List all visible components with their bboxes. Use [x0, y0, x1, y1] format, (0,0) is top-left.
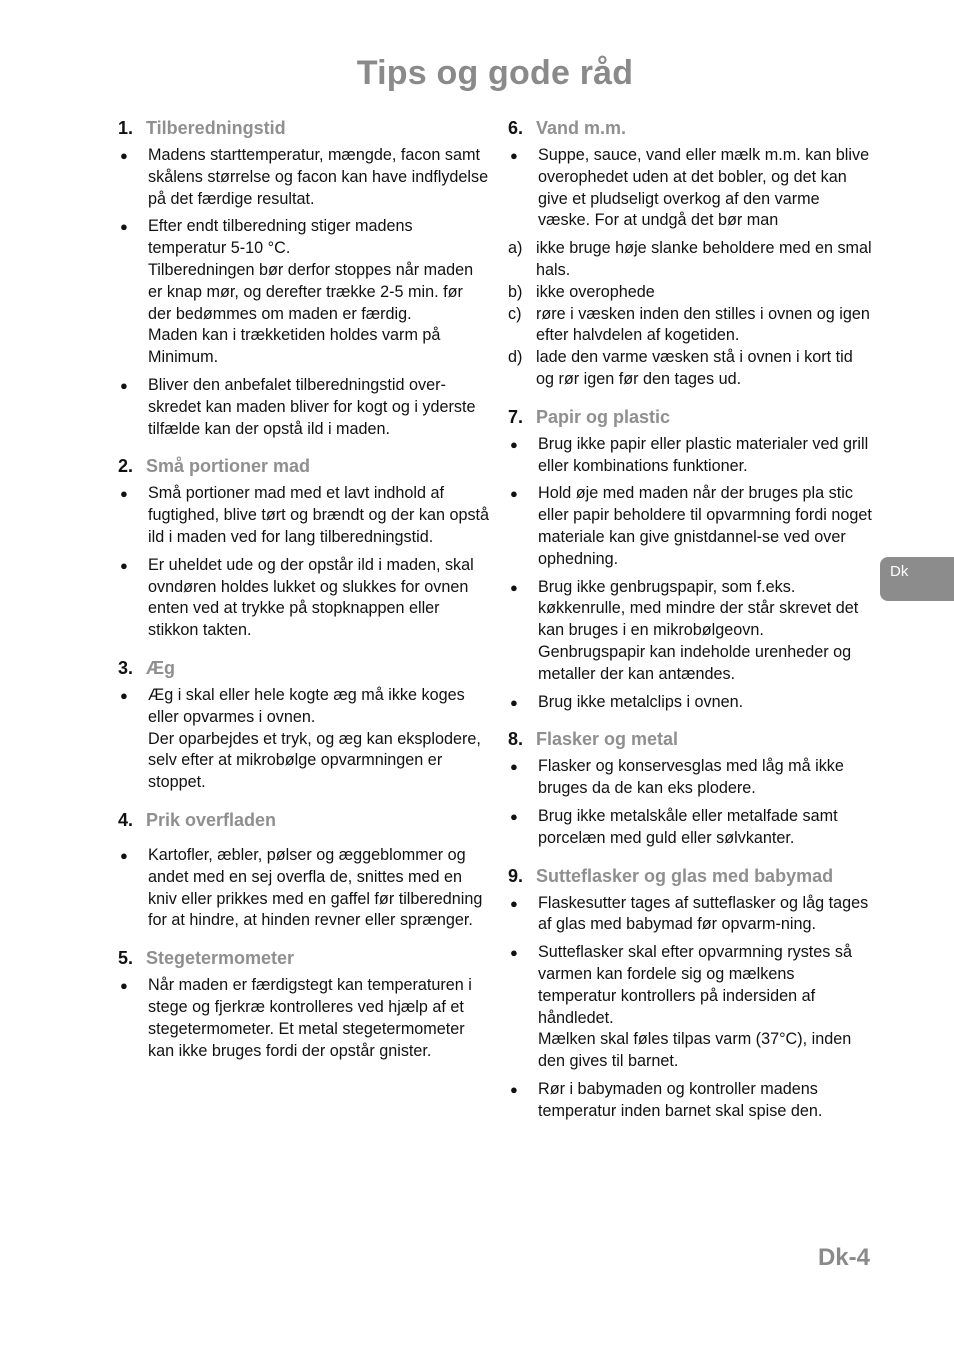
- section-heading: [118, 948, 490, 969]
- sub-item-label: c): [508, 304, 522, 323]
- paragraph: Æg i skal eller hele kogte æg må ikke koges eller opvarmes i ovnen.: [148, 685, 465, 726]
- list-item: [508, 483, 873, 570]
- section-heading: [118, 810, 490, 831]
- section-number: 3.: [118, 657, 134, 678]
- page-title: Tips og gode råd: [356, 54, 634, 92]
- bullet-icon: ●: [120, 557, 128, 573]
- section-heading: [508, 729, 873, 750]
- right-column: [508, 118, 873, 1128]
- section-title: Små portioner mad: [146, 456, 311, 477]
- list-item-text: Er uheldet ude og der opstår ild i maden, skal ovndøren holdes lukket og slukkes for ovnen enten ved at trykke på stopknappen eller stikkon takten.: [148, 555, 474, 640]
- section-heading: [118, 118, 490, 139]
- bullet-icon: ●: [510, 694, 518, 710]
- section-2: [118, 456, 490, 642]
- left-column: [118, 118, 490, 1068]
- section-title: Tilberedningstid: [146, 118, 286, 138]
- list-item-text: [148, 216, 490, 369]
- section-number: 2.: [118, 456, 134, 477]
- bullet-icon: ●: [510, 148, 518, 163]
- list-item-text: Brug ikke metalskåle eller metalfade samt porcelæn med guld eller sølvkanter.: [538, 806, 838, 847]
- language-tab: Dk: [880, 557, 954, 601]
- section-number: 5.: [118, 948, 134, 969]
- list-item: [508, 893, 873, 937]
- sub-item: [508, 304, 873, 348]
- paragraph: Efter endt tilberedning stiger madens temperatur 5-10 °C.: [148, 217, 413, 258]
- paragraph: Mælken skal føles tilpas varm (37°C), inden den gives til barnet.: [538, 1030, 852, 1071]
- paragraph: Tilberedningen bør derfor stoppes når maden er knap mør, og derefter trække 2-5 min. før der bedømmes om maden er færdig.: [148, 260, 474, 323]
- section-7: [508, 407, 873, 714]
- bullet-icon: ●: [510, 945, 518, 961]
- list-item-text: Bliver den anbefalet tilberedningstid over-skredet kan maden bliver for kogt og i yderste tilfælde kan der opstå ild i maden.: [148, 375, 476, 438]
- sub-item-label: b): [508, 282, 523, 301]
- list-item-text: Hold øje med maden når der bruges pla stic eller papir beholdere til opvarmning fordi noget materiale kan give gnistdannel-se ved over ophedning.: [538, 484, 872, 568]
- list-item: [118, 975, 490, 1062]
- section-number: 8.: [508, 729, 524, 750]
- sub-item-label: a): [508, 239, 523, 258]
- list-item: [118, 375, 490, 440]
- section-number: 9.: [508, 865, 524, 886]
- section-number: 7.: [508, 406, 524, 427]
- bullet-icon: ●: [120, 377, 128, 393]
- list-item: [118, 216, 490, 369]
- list-item-text: Brug ikke genbrugspapir, som f.eks. køkkenrulle, med mindre der står skrevet det kan bruges i en mikrobølgeovn. Genbrugspapir kan indeholde urenheder og metaller der kan antændes.: [538, 577, 859, 683]
- sub-item: [508, 347, 873, 391]
- section-title: Prik overfladen: [146, 809, 277, 830]
- bullet-icon: ●: [510, 436, 518, 452]
- paragraph: Maden kan i trækketiden holdes varm på Minimum.: [148, 326, 441, 367]
- list-item: [508, 577, 873, 686]
- section-1: [118, 118, 490, 440]
- list-item: [118, 483, 490, 548]
- sub-item: [508, 238, 873, 282]
- list-item-text: Brug ikke metalclips i ovnen.: [538, 692, 744, 711]
- page-number: Dk-4: [817, 1244, 870, 1271]
- bullet-icon: ●: [120, 148, 128, 163]
- sub-item-text: lade den varme væsken stå i ovnen i kort tid og rør igen før den tages ud.: [536, 348, 853, 388]
- list-item: [508, 942, 873, 1073]
- section-title: Æg: [146, 657, 175, 678]
- list-item: [118, 685, 490, 794]
- list-item-text: Rør i babymaden og kontroller madens temperatur inden barnet skal spise den.: [538, 1079, 823, 1120]
- bullet-icon: ●: [510, 486, 518, 502]
- list-item-text: Flaskesutter tages af sutteflasker og låg tages af glas med babymad før opvarm-ning.: [538, 893, 869, 934]
- section-heading: [508, 866, 873, 887]
- list-item: [508, 806, 873, 850]
- list-item-text: Brug ikke papir eller plastic materialer ved grill eller kombinations funktioner.: [538, 434, 869, 475]
- bullet-icon: ●: [510, 1081, 518, 1097]
- bullet-icon: ●: [510, 579, 518, 595]
- bullet-icon: ●: [120, 486, 128, 502]
- paragraph: Der oparbejdes et tryk, og æg kan eksplodere, selv efter at mikrobølge opvarmningen er stoppet.: [148, 729, 481, 792]
- list-item-text: Madens starttemperatur, mængde, facon samt skålens størrelse og facon kan have indflydelse på det færdige resultat.: [148, 146, 489, 208]
- list-item-text: [538, 942, 873, 1073]
- section-number: 4.: [118, 809, 134, 830]
- sub-item-label: d): [508, 348, 523, 367]
- list-item-text: Når maden er færdigstegt kan temperaturen i stege og fjerkræ kontrolleres ved hjælp af et stegetermometer. Et metal stegetermometer kan ikke bruges fordi der opstår gnister.: [148, 976, 472, 1060]
- bullet-icon: ●: [510, 895, 518, 911]
- list-item: [118, 845, 490, 932]
- section-heading: [118, 456, 490, 477]
- list-item: [118, 145, 490, 210]
- section-number: 6.: [508, 118, 524, 138]
- section-8: [508, 729, 873, 849]
- section-6: [508, 118, 873, 391]
- sub-item-text: røre i væsken inden den stilles i ovnen og igen efter halvdelen af kogetiden.: [536, 304, 870, 345]
- bullet-icon: ●: [120, 219, 128, 235]
- section-title: Sutteflasker og glas med babymad: [536, 865, 834, 886]
- list-item: [508, 692, 873, 714]
- list-item-text: Flasker og konservesglas med låg må ikke bruges da de kan eks plodere.: [538, 757, 844, 798]
- section-number: 1.: [118, 118, 134, 138]
- section-title: Flasker og metal: [536, 729, 679, 750]
- sub-item-text: ikke bruge høje slanke beholdere med en smal hals.: [536, 239, 872, 279]
- list-item-text: Små portioner mad med et lavt indhold af fugtighed, blive tørt og brændt og der kan opstå ild i maden ved for lang tilberedningstid.: [148, 484, 490, 546]
- list-item-text: [148, 685, 490, 794]
- list-item: [508, 145, 873, 232]
- list-item: [508, 434, 873, 478]
- paragraph: Sutteflasker skal efter opvarmning rystes så varmen kan fordele sig og mælkens temperatur kontrollers på indersiden af håndledet.: [538, 943, 852, 1027]
- list-item: [508, 1079, 873, 1123]
- list-item: [118, 555, 490, 642]
- sub-item-text: ikke overophede: [536, 282, 655, 301]
- list-item-text: Suppe, sauce, vand eller mælk m.m. kan blive overophedet uden at det bobler, og det kan give et pludseligt overkog af den varme væske. For at undgå det bør man: [538, 146, 870, 230]
- bullet-icon: ●: [120, 978, 128, 994]
- list-item: [508, 756, 873, 800]
- section-4: [118, 810, 490, 932]
- section-title: Stegetermometer: [146, 948, 295, 969]
- section-9: [508, 866, 873, 1123]
- section-3: [118, 658, 490, 794]
- section-title: Vand m.m.: [536, 118, 627, 138]
- section-title: Papir og plastic: [536, 406, 671, 427]
- bullet-icon: ●: [510, 759, 518, 775]
- bullet-icon: ●: [120, 687, 128, 703]
- section-5: [118, 948, 490, 1062]
- bullet-icon: ●: [510, 808, 518, 824]
- section-heading: [508, 118, 873, 139]
- section-heading: [118, 658, 490, 679]
- sub-item: [508, 282, 873, 304]
- section-heading: [508, 407, 873, 428]
- bullet-icon: ●: [120, 847, 128, 863]
- list-item-text: Kartofler, æbler, pølser og æggeblommer og andet med en sej overfla de, snittes med en kniv eller prikkes med en gaffel før tilberedning for at hindre, at hinden revner eller sprænger.: [148, 845, 483, 930]
